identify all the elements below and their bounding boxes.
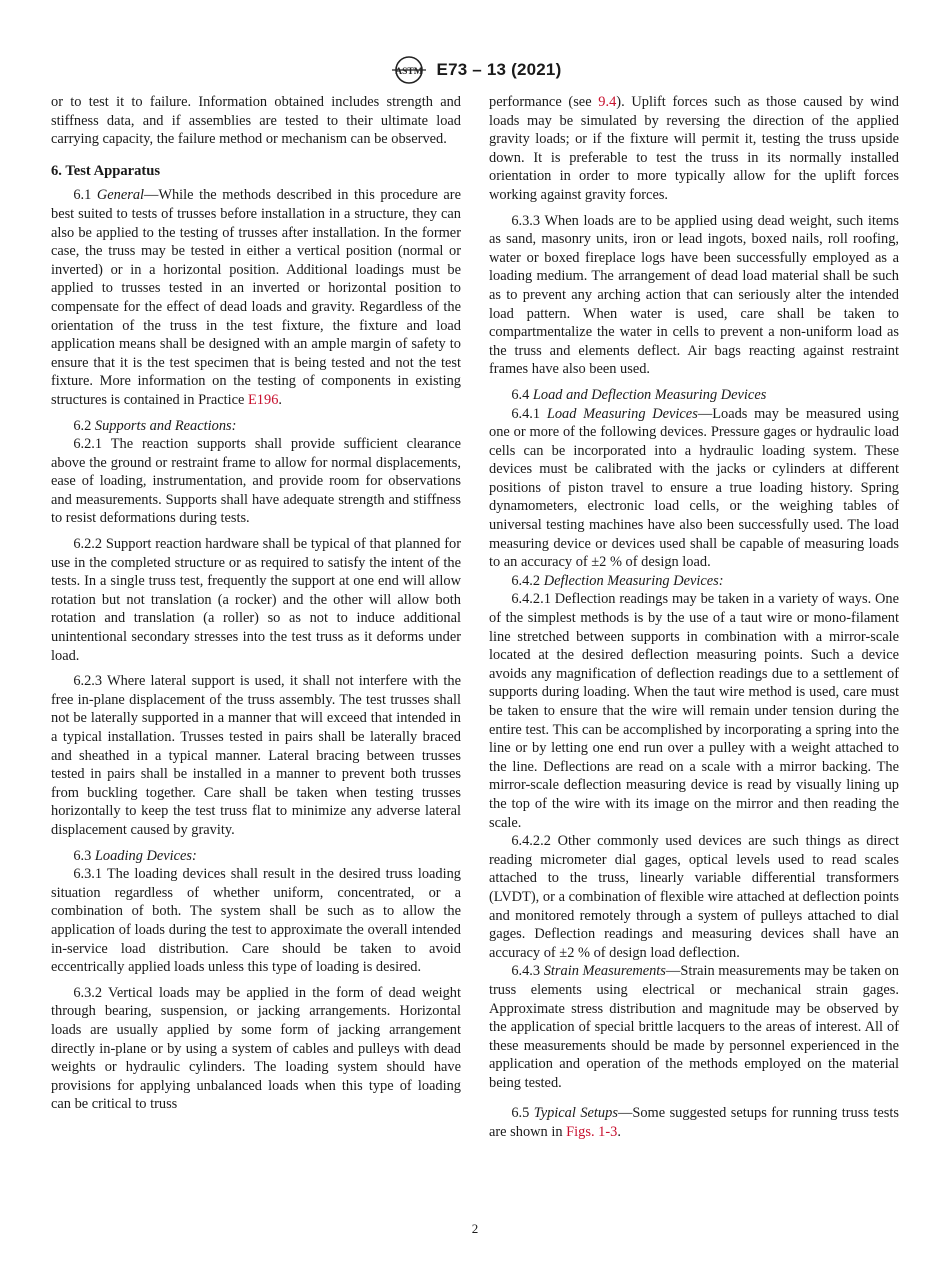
- para-6-4-2: 6.4.2 Deflection Measuring Devices:: [511, 572, 724, 589]
- para-6-2-1: 6.2.1 The reaction supports shall provide sufficient clearance above the ground or restraint frame to allow for normal displacements, ease of loading, instrumentation, and provide room for observations and measurements. Supports shall have adequate strength and stiffness to resist deformations during tests.: [51, 436, 461, 527]
- para-6-3-3: 6.3.3 When loads are to be applied using dead weight, such items as sand, masonry units, iron or lead ingots, boxed nails, roll roofing, water or boxed fireplace logs have been successfully employed as a loading medium. The arrangement of dead load material shall be such as to prevent any arching action that can seriously alter the intended load pattern. When water is used, care shall be taken to compartmentalize the water in cells to prevent a non-uniform load as the truss and elements deflect. Air bags reacting against restraint frames have also been used.: [489, 212, 899, 378]
- para-6-2-3: 6.2.3 Where lateral support is used, it shall not interfere with the free in-plane displacement of the truss assembly. The test trusses shall not be laterally supported in a manner that will exceed that intended in a typical installation. Trusses tested in pairs shall be laterally braced and sheathed in a typical manner. Lateral bracing between trusses tested in pairs shall be installed in a manner to prevent both trusses from buckling together. Care shall be taken when testing trusses horizontally to keep the test truss flat to minimize any adverse lateral displacement caused by gravity.: [51, 673, 461, 838]
- section-6-heading: 6. Test Apparatus: [51, 162, 161, 179]
- para-6-3-2: 6.3.2 Vertical loads may be applied in the form of dead weight through bearing, suspension, or jacking arrangements. Horizontal loads are usually applied by some form of jacking arrangement directly in-plane or by using a system of cables and pulleys with dead weights or hydraulic cylinders. The loading system should have provisions for applying unbalanced loads when this type of loading can be critical to truss: [51, 984, 461, 1113]
- link-e196[interactable]: E196: [248, 391, 279, 408]
- para-6-4-3: 6.4.3 Strain Measurements—Strain measurements may be taken on truss elements using electrical or mechanical strain gages. Approximate stress distribution and magnitude may be observed by the application of special brittle lacquers to the areas of interest. All of these measurements should be made by personnel experienced in the application and operation of the methods employed on the material being tested.: [489, 963, 899, 1091]
- link-figs-1-3[interactable]: Figs. 1-3: [566, 1124, 618, 1141]
- para-6-4: 6.4 Load and Deflection Measuring Devices: [511, 386, 767, 403]
- document-designation: E73 – 13 (2021): [436, 60, 562, 79]
- page-header: [0, 54, 950, 86]
- para-6-3-2-continuation: performance (see 9.4). Uplift forces such as those caused by wind loads may be simulated by reversing the direction of the applied gravity loads; or if the fixture will permit it, testing the truss upside down. It is preferable to test the truss in its normally installed orientation in order to more typically allow for the uplift forces working against gravity forces.: [489, 94, 899, 203]
- svg-text:ASTM: ASTM: [394, 67, 423, 77]
- left-column: [51, 93, 461, 1114]
- right-column: [489, 93, 899, 1142]
- para-6-4-2-1: 6.4.2.1 Deflection readings may be taken in a variety of ways. One of the simplest methods is by the use of a taut wire or mono-filament line stretched between supports in combination with a mirror-scale located at the desired deflection measuring points. Such a device avoids any magnification of deflection readings due to a settlement of supports during loading. When the taut wire method is used, care must be taken to ensure that the wire will remain under tension during the entire test. This can be accomplished by incorporating a spring into the line or by letting one end run over a pulley with a weight attached to the line. Deflections are read on a scale with a mirror backing. The mirror-scale deflection measuring device is read by visually lining up the top of the wire with its image on the mirror and then reading the scale.: [489, 591, 899, 831]
- para-6-2-2: 6.2.2 Support reaction hardware shall be typical of that planned for use in the completed structure or as required to satisfy the intent of the tests. In a single truss test, frequently the support at one end will allow rotation but not translation (a rocker) and the other will allow both rotation and translation (a roller) so as not to induce additional unintentional secondary stresses into the test truss as it deforms under load.: [51, 536, 461, 664]
- para-6-1: 6.1 General—While the methods described in this procedure are best suited to tests of trusses before installation in a structure, they can also be applied to the testing of trusses after installation. In the former case, the truss may be tested in either a vertical position (normal or inverted) or in a horizontal position. Additional loadings must be applied to trusses tested in an inverted or horizontal position to compensate for the effect of dead loads and gravity. Regardless of the orientation of the truss in the test fixture, the fixture and load application means shall be designed with an ample margin of safety to ensure that it is the test specimen that is being tested and not the test fixture. More information on the testing of components in existing structures is contained in Practice E196.: [51, 187, 461, 408]
- astm-logo-icon: [389, 55, 429, 85]
- page-number: 2: [471, 1221, 479, 1236]
- para-6-3: 6.3 Loading Devices:: [73, 847, 197, 864]
- link-9-4[interactable]: 9.4: [598, 94, 617, 110]
- para-6-3-1: 6.3.1 The loading devices shall result in the desired truss loading situation regardless of whether uniform, concentrated, or a combination of both. The system shall be such as to allow the application of loads during the test to approximate the overall intended in-service load distribution. Care should be taken to avoid eccentrically applied loads unless this type of loading is desired.: [51, 866, 461, 976]
- intro-continuation: or to test it to failure. Information obtained includes strength and stiffness data, and if assemblies are tested to their ultimate load carrying capacity, the failure method or mechanism can be observed.: [51, 94, 461, 148]
- para-6-2: 6.2 Supports and Reactions:: [73, 417, 237, 434]
- para-6-4-2-2: 6.4.2.2 Other commonly used devices are such things as direct reading micrometer dial gages, optical levels used to read scales attached to the truss, linearly variable differential transformers (LVDT), or a combination of flexible wire attached at deflection points and monitored remotely through a system of pulleys attached to dial gages. Deflection readings and measuring devices shall have an accuracy of ±2 % of design load deflection.: [489, 833, 899, 961]
- para-6-4-1: 6.4.1 Load Measuring Devices—Loads may be measured using one or more of the following devices. Pressure gages or hydraulic load cells can be incorporated into a hydraulic loading system. These devices must be calibrated with the jacks or cylinders at different positions of piston travel to ensure a true loading history. Spring dynamometers, electronic load cells, or the weighing tables of universal testing machines have also been successfully used. The load measuring device or devices used shall be capable of measuring loads to an accuracy of ±2 % of design load.: [489, 405, 899, 571]
- para-6-5: 6.5 Typical Setups—Some suggested setups for running truss tests are shown in Figs. 1-3.: [489, 1105, 900, 1141]
